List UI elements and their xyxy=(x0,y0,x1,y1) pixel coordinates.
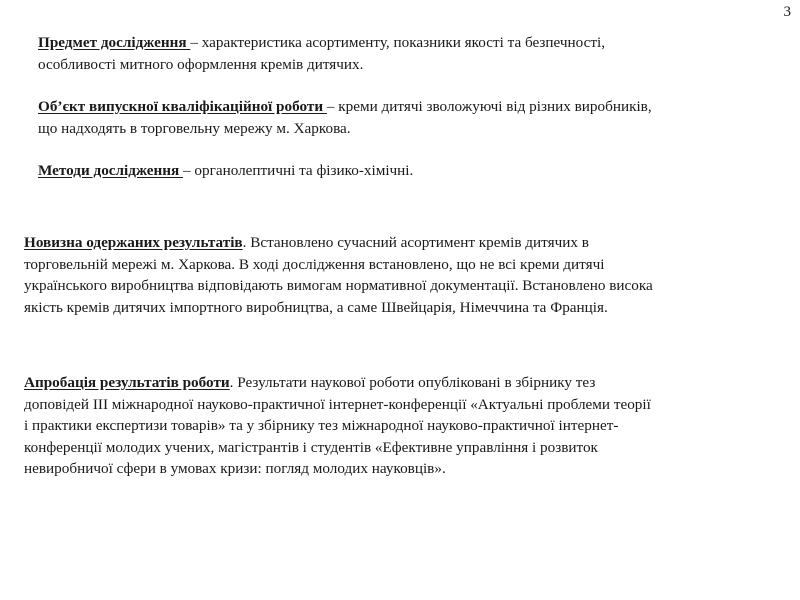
approbation-term: Апробація результатів роботи xyxy=(24,374,230,391)
approbation-text-1: . Результати наукової роботи опубліковані в збірнику тез xyxy=(229,374,596,391)
subject-term: Предмет дослідження xyxy=(38,34,191,51)
novelty-line-1 xyxy=(24,232,653,254)
subject-paragraph xyxy=(38,32,605,75)
object-paragraph xyxy=(38,96,652,139)
page-number: 3 xyxy=(783,4,791,20)
methods-term: Методи дослідження xyxy=(38,162,184,179)
subject-text-1: – характеристика асортименту, показники якості та безпечності, xyxy=(190,34,606,51)
approbation-text-5: невиробничої сфери в умовах кризи: погляд молодих науковців». xyxy=(24,460,446,477)
approbation-line-1 xyxy=(24,372,651,394)
novelty-text-4: якість кремів дитячих імпортного виробництва, а саме Швейцарія, Німеччина та Франція. xyxy=(24,298,608,316)
approbation-text-2: доповідей III міжнародної науково-практичної інтернет-конференції «Актуальні проблеми теорії xyxy=(24,395,651,413)
subject-line-1 xyxy=(38,32,605,54)
methods-line-1 xyxy=(38,160,413,182)
methods-paragraph xyxy=(38,160,413,182)
approbation-text-3: і практики експертизи товарів» та у збірнику тез міжнародної науково-практичної інтернет- xyxy=(24,417,619,434)
approbation-paragraph xyxy=(24,372,651,480)
novelty-text-1: . Встановлено сучасний асортимент кремів дитячих в xyxy=(242,234,589,251)
novelty-text-3: українського виробництва відповідають вимогам нормативної документації. Встановлено висока xyxy=(24,277,653,294)
novelty-paragraph xyxy=(24,232,653,318)
object-text-1: – креми дитячі зволожуючі від різних виробників, xyxy=(326,98,652,115)
object-line-1 xyxy=(38,96,652,118)
object-text-2: що надходять в торговельну мережу м. Харкова. xyxy=(38,119,351,137)
methods-text-1: – органолептичні та фізико-хімічні. xyxy=(183,162,414,179)
novelty-term: Новизна одержаних результатів xyxy=(24,234,243,251)
approbation-text-4: конференції молодих учених, магістрантів і студентів «Ефективне управління і розвиток xyxy=(24,438,598,456)
object-term: Об’єкт випускної кваліфікаційної роботи xyxy=(38,98,327,115)
novelty-text-2: торговельній мережі м. Харкова. В ході дослідження встановлено, що не всі креми дитячі xyxy=(24,255,605,273)
subject-text-2: особливості митного оформлення кремів дитячих. xyxy=(38,55,364,73)
